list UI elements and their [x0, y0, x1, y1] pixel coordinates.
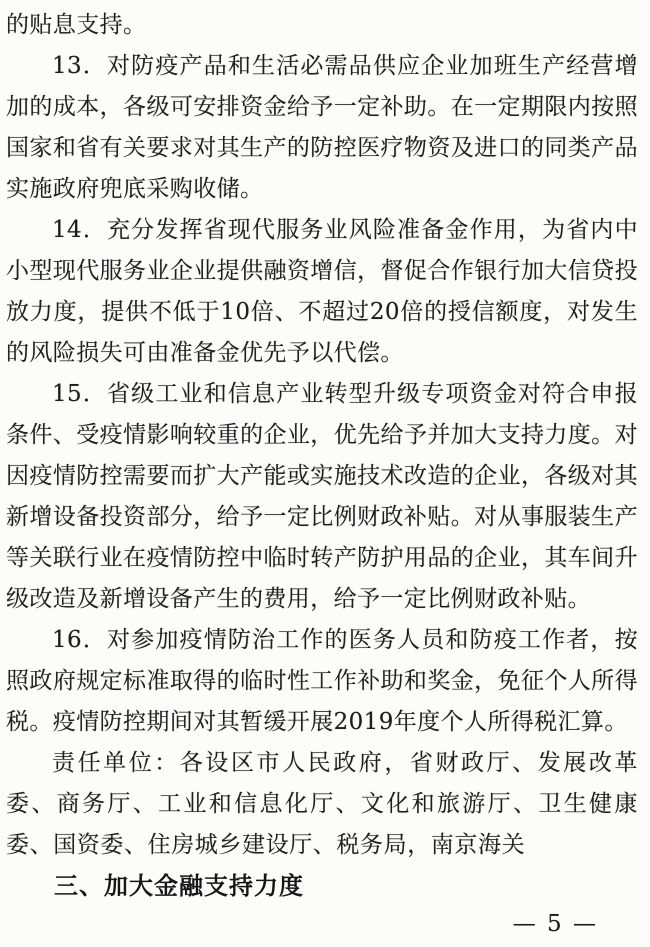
document-body — [6, 5, 638, 907]
paragraph-continuation: 的贴息支持。 — [6, 12, 147, 38]
paragraph-responsible-units: 责任单位：各设区市人民政府，省财政厅、发展改革委、商务厅、工业和信息化厅、文化和旅游厅、卫生健康委、国资委、住房城乡建设厅、税务局，南京海关 — [6, 750, 638, 858]
paragraph-item-13: 13．对防疫产品和生活必需品供应企业加班生产经营增加的成本，各级可安排资金给予一定补助。在一定期限内按照国家和省有关要求对其生产的防控医疗物资及进口的同类产品实施政府兜底采购收储。 — [6, 53, 638, 202]
section-heading: 三、加大金融支持力度 — [54, 872, 304, 900]
paragraph-item-16: 16．对参加疫情防治工作的医务人员和防疫工作者，按照政府规定标准取得的临时性工作补助和奖金，免征个人所得税。疫情防控期间对其暂缓开展2019年度个人所得税汇算。 — [6, 627, 638, 735]
paragraph-item-15: 15．省级工业和信息产业转型升级专项资金对符合申报条件、受疫情影响较重的企业，优先给予并加大支持力度。对因疫情防控需要而扩大产能或实施技术改造的企业，各级对其新增设备投资部分，给予一定比例财政补贴。对从事服装生产等关联行业在疫情防控中临时转产防护用品的企业，其车间升级改造及新增设备产生的费用，给予一定比例财政补贴。 — [6, 381, 638, 612]
paragraph-item-14: 14．充分发挥省现代服务业风险准备金作用，为省内中小型现代服务业企业提供融资增信，督促合作银行加大信贷投放力度，提供不低于10倍、不超过20倍的授信额度，对发生的风险损失可由准备金优先予以代偿。 — [6, 217, 638, 366]
page-number: — 5 — — [512, 911, 598, 937]
